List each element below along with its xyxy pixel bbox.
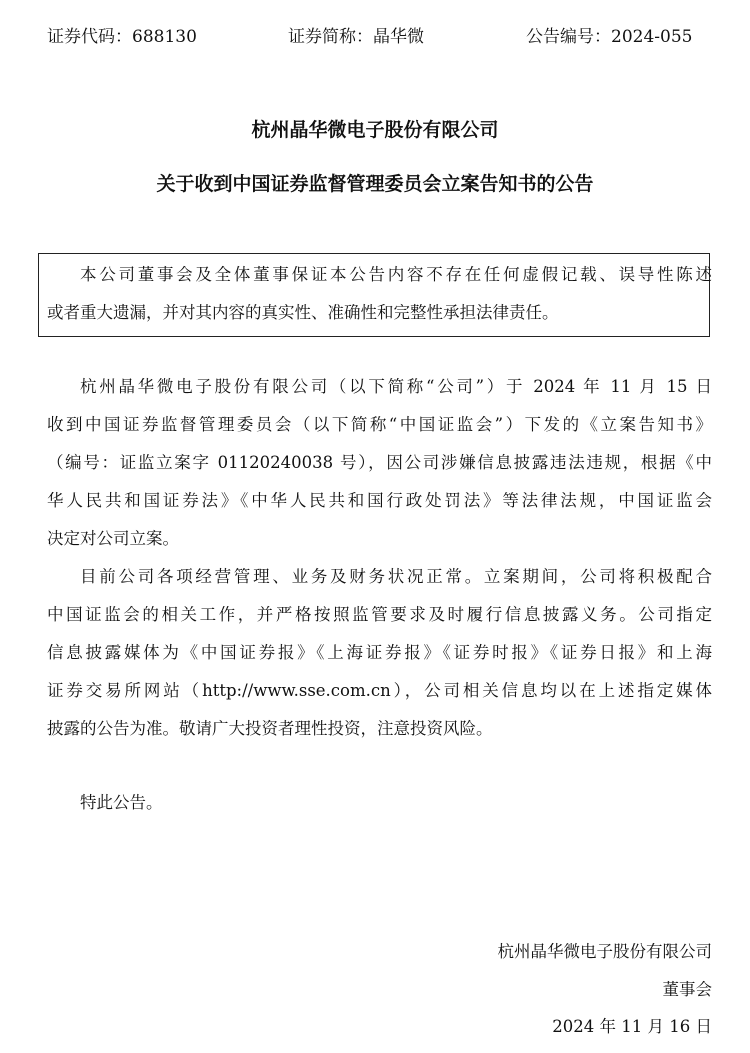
signature-company: 杭州晶华微电子股份有限公司 xyxy=(497,942,712,961)
security-code: 证券代码：688130 xyxy=(47,27,197,47)
paragraph-line: 披露的公告为准。敬请广大投资者理性投资，注意投资风险。 xyxy=(47,719,493,738)
signature-board: 董事会 xyxy=(662,980,712,999)
paragraph-line: 证券交易所网站（http://www.sse.com.cn），公司相关信息均以在上述指定媒体 xyxy=(47,681,712,700)
announcement-header xyxy=(0,22,750,52)
paragraph-line: 收到中国证券监督管理委员会（以下简称“中国证监会”）下发的《立案告知书》 xyxy=(47,415,712,434)
paragraph-line: 中国证监会的相关工作，并严格按照监管要求及时履行信息披露义务。公司指定 xyxy=(47,605,712,624)
closing-remark: 特此公告。 xyxy=(80,793,163,812)
paragraph-line: 目前公司各项经营管理、业务及财务状况正常。立案期间，公司将积极配合 xyxy=(80,567,712,586)
paragraph-line: （编号：证监立案字 01120240038 号），因公司涉嫌信息披露违法违规，根据《中 xyxy=(47,453,712,472)
paragraph-line: 信息披露媒体为《中国证券报》《上海证券报》《证券时报》《证券日报》和上海 xyxy=(47,643,712,662)
signature-date: 2024 年 11 月 16 日 xyxy=(552,1017,712,1036)
paragraph-line: 华人民共和国证券法》《中华人民共和国行政处罚法》等法律法规，中国证监会 xyxy=(47,491,712,510)
company-title: 杭州晶华微电子股份有限公司 xyxy=(251,119,499,141)
paragraph-line: 杭州晶华微电子股份有限公司（以下简称“公司”）于 2024 年 11 月 15 日 xyxy=(80,377,712,396)
disclaimer-line: 本公司董事会及全体董事保证本公告内容不存在任何虚假记载、误导性陈述 xyxy=(80,265,712,284)
paragraph-line: 决定对公司立案。 xyxy=(47,529,179,548)
announcement-number: 公告编号：2024-055 xyxy=(526,27,693,47)
security-name: 证券简称：晶华微 xyxy=(288,27,424,47)
disclaimer-line: 或者重大遗漏，并对其内容的真实性、准确性和完整性承担法律责任。 xyxy=(47,303,559,322)
announcement-title: 关于收到中国证券监督管理委员会立案告知书的公告 xyxy=(156,173,594,195)
